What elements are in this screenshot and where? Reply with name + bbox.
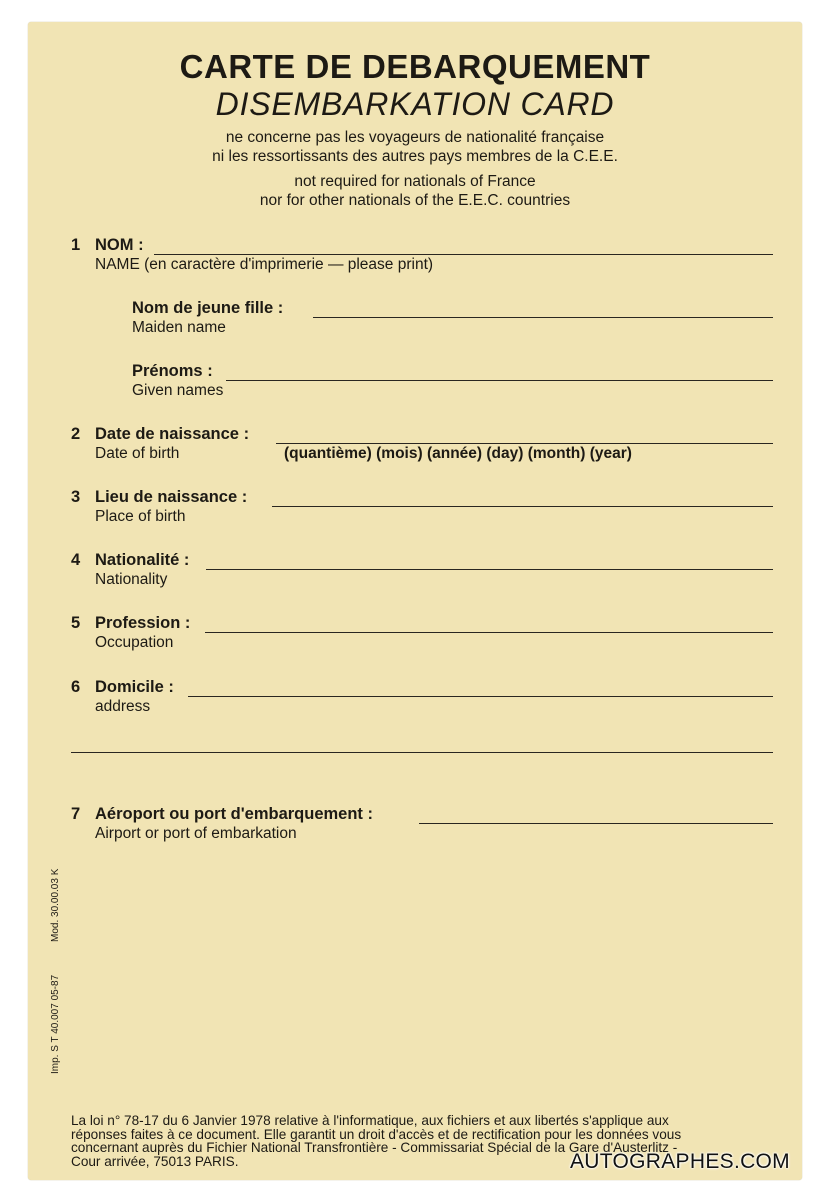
card-title: CARTE DE DEBARQUEMENT (179, 48, 651, 85)
field-sub-address: address (95, 698, 151, 715)
date-format-hint: (quantième) (mois) (année) (day) (month) (year) (284, 445, 632, 462)
pob-input-line[interactable] (272, 506, 773, 507)
field-number: 6 (71, 678, 81, 696)
field-number: 7 (71, 805, 81, 823)
card-subtitle: DISEMBARKATION CARD (215, 86, 615, 122)
note-fr-line-1: ne concerne pas les voyageurs de nationalité française (225, 129, 605, 146)
field-sub-maiden: Maiden name (132, 319, 226, 336)
field-label-maiden: Nom de jeune fille : (132, 299, 284, 317)
note-en-line-1: not required for nationals of France (294, 173, 536, 190)
field-sub-nom: NAME (en caractère d'imprimerie — please print) (95, 256, 434, 273)
nom-input-line[interactable] (154, 254, 773, 255)
legal-line: réponses faites à ce document. Elle garantit un droit d'accès et de rectification pour les données vous (71, 1126, 682, 1142)
field-sub-embarkation: Airport or port of embarkation (95, 825, 297, 842)
print-code: Imp. S T 40.007 05-87 (50, 974, 61, 1074)
field-sub-occupation: Occupation (95, 634, 174, 651)
address-second-input-line[interactable] (71, 752, 773, 753)
field-nationality (28, 551, 802, 595)
watermark: AUTOGRAPHES.COM (570, 1150, 790, 1173)
field-label-nationality: Nationalité : (95, 551, 190, 569)
legal-line: concernant auprès du Fichier National Transfrontière - Commissariat Spécial de la Gare d'Austerlitz - (71, 1140, 678, 1155)
given-names-input-line[interactable] (226, 380, 773, 381)
field-label-address: Domicile : (95, 678, 174, 696)
field-nom (28, 236, 802, 280)
form-model-code: Mod. 30.00.03 K (50, 868, 61, 942)
field-label-occupation: Profession : (95, 614, 191, 632)
note-fr-line-2: ni les ressortissants des autres pays membres de la C.E.E. (212, 148, 618, 165)
field-place-of-birth (28, 488, 802, 532)
field-date-of-birth (28, 425, 802, 469)
field-label-embarkation: Aéroport ou port d'embarquement : (95, 805, 374, 823)
nationality-input-line[interactable] (206, 569, 773, 570)
address-input-line[interactable] (188, 696, 773, 697)
field-maiden-name (28, 299, 802, 343)
field-sub-nationality: Nationality (95, 571, 168, 588)
field-label-dob: Date de naissance : (95, 425, 250, 443)
field-label-pob: Lieu de naissance : (95, 488, 248, 506)
field-sub-pob: Place of birth (95, 508, 186, 525)
field-label-given: Prénoms : (132, 362, 213, 380)
field-label-nom: NOM : (95, 236, 144, 254)
occupation-input-line[interactable] (205, 632, 773, 633)
field-address (28, 678, 802, 722)
field-number: 3 (71, 488, 81, 506)
field-sub-dob: Date of birth (95, 445, 180, 462)
field-embarkation (28, 805, 802, 849)
disembarkation-card (28, 22, 802, 1180)
field-number: 5 (71, 614, 81, 632)
field-sub-given: Given names (132, 382, 224, 399)
maiden-name-input-line[interactable] (313, 317, 773, 318)
field-given-names (28, 362, 802, 406)
dob-input-line[interactable] (276, 443, 773, 444)
legal-line: La loi n° 78-17 du 6 Janvier 1978 relative à l'informatique, aux fichiers et aux libertés s'applique aux (71, 1113, 669, 1128)
embarkation-input-line[interactable] (419, 823, 773, 824)
field-occupation (28, 614, 802, 658)
legal-line: Cour arrivée, 75013 PARIS. (71, 1153, 239, 1169)
field-number: 4 (71, 551, 81, 569)
field-number: 2 (71, 425, 81, 443)
field-number: 1 (71, 236, 81, 254)
note-en-line-2: nor for other nationals of the E.E.C. countries (259, 192, 571, 209)
